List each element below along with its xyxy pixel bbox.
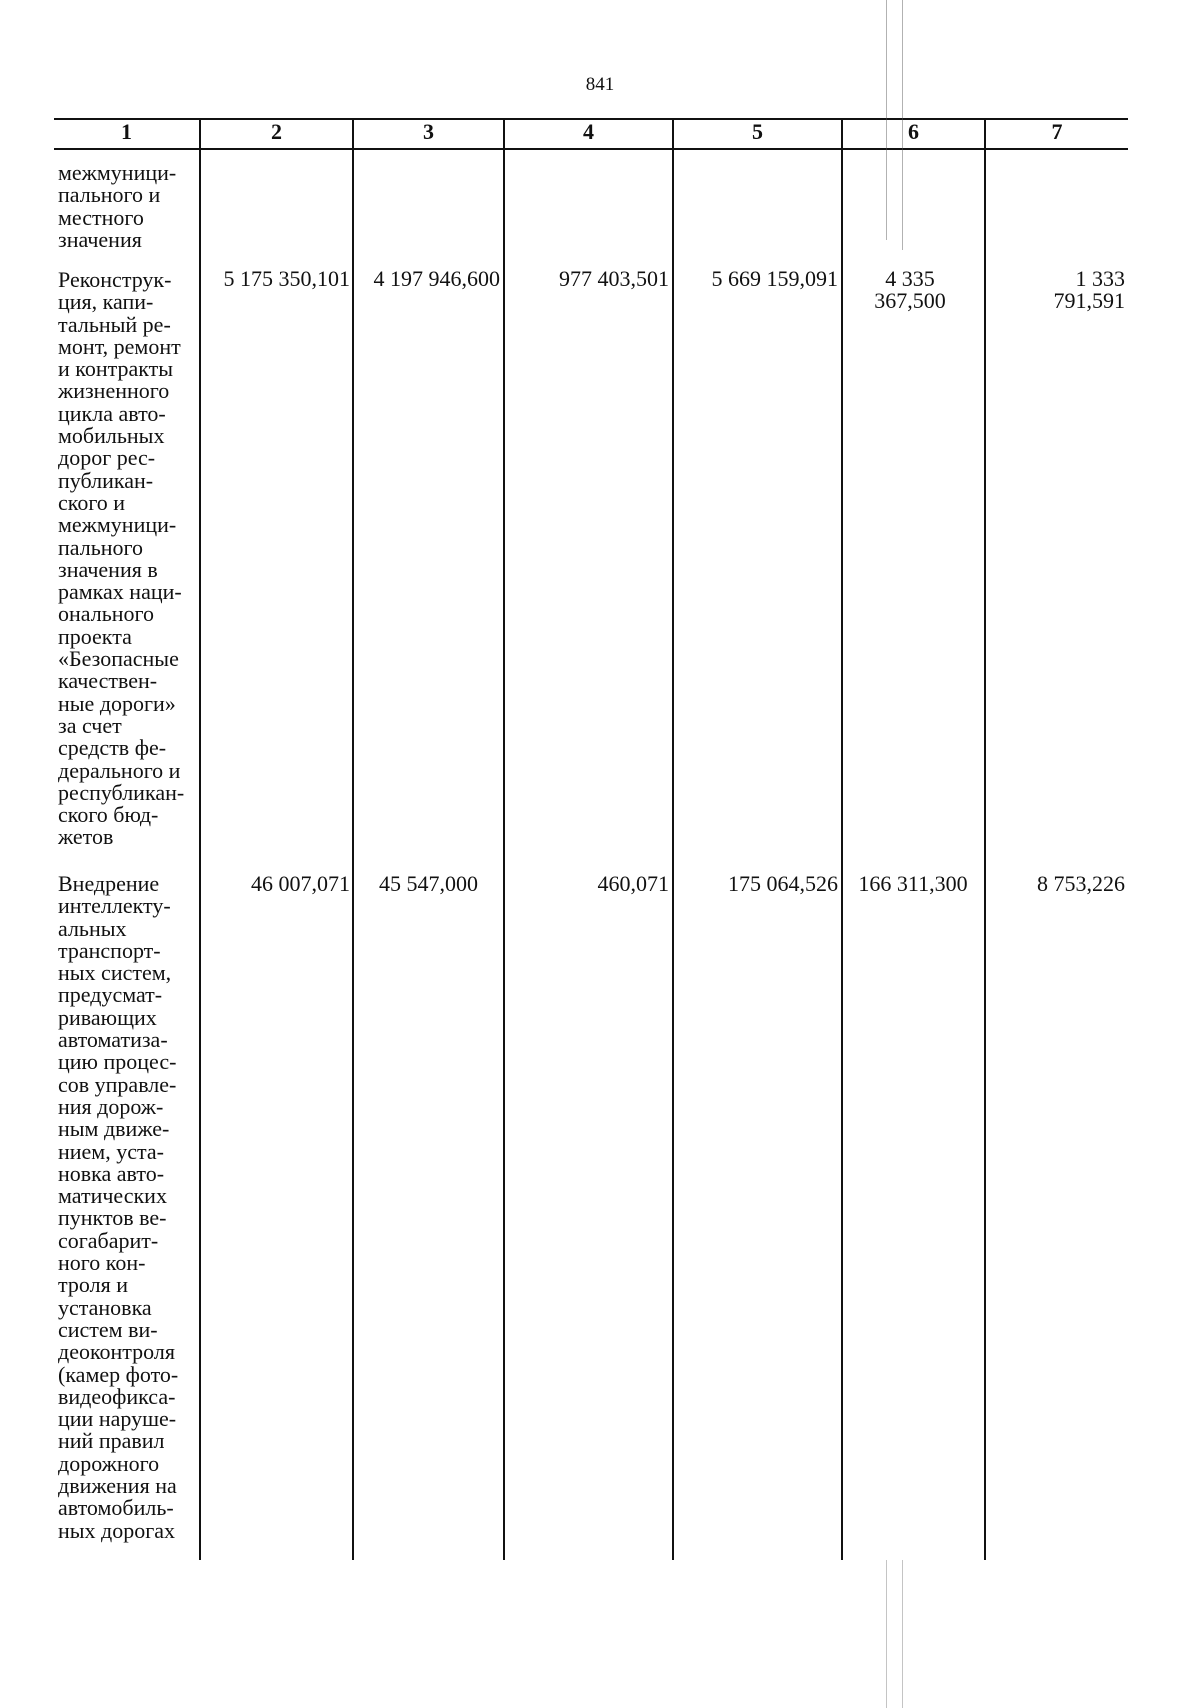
column-header-2: 2 [271, 119, 282, 144]
column-separator-5-6 [841, 120, 843, 1560]
table-row-3-col5: 175 064,526 [728, 871, 838, 896]
table-row-2-col3: 4 197 946,600 [373, 266, 500, 291]
table-row-2-col6: 4 335 367,500 [874, 266, 946, 313]
scan-artifact-line [886, 0, 887, 240]
scan-artifact-line [886, 1560, 887, 1708]
table-row-3-col7: 8 753,226 [1037, 871, 1125, 896]
scan-artifact-line [902, 1560, 903, 1708]
column-header-4: 4 [583, 119, 594, 144]
column-separator-4-5 [672, 120, 674, 1560]
table-row-2-description: Реконструк- ция, капи- тальный ре- монт, ремонт и контракты жизненного цикла авто- мобильных дорог рес- публикан- ского и межмуници- пального значения в рамках наци- онального проекта «Безопасные качествен- ные дороги» за счет средств фе- дерального и республикан- ского бюд- жетов [58, 267, 185, 850]
column-separator-2-3 [352, 120, 354, 1560]
table-row-1-description: межмуници- пального и местного значения [58, 160, 177, 252]
table-row-2-col4: 977 403,501 [559, 266, 669, 291]
table-row-2-col2: 5 175 350,101 [223, 266, 350, 291]
column-header-3: 3 [423, 119, 434, 144]
scan-artifact-line [902, 0, 903, 250]
table-header-bottom-border [54, 148, 1128, 150]
column-separator-6-7 [984, 120, 986, 1560]
table-row-3-col6: 166 311,300 [858, 871, 968, 896]
table-row-2-col7: 1 333 791,591 [1053, 266, 1125, 313]
column-header-5: 5 [752, 119, 763, 144]
table-row-3-col2: 46 007,071 [251, 871, 350, 896]
column-header-7: 7 [1051, 119, 1063, 144]
table-row-3-description: Внедрение интеллекту- альных транспорт- ных систем, предусмат- ривающих автоматиза- цию процес- сов управле- ния дорож- ным движе- нием, уста- новка авто- матических пунктов ве- согабарит- ного кон- троля и установка систем ви- деоконтроля (камер фото- видеофикса- ции наруше- ний правил дорожного движения на автомобиль- ных дорогах [58, 871, 179, 1543]
page-number: 841 [585, 74, 615, 95]
table-row-2-col5: 5 669 159,091 [711, 266, 838, 291]
column-header-1: 1 [121, 119, 132, 144]
table-row-3-col4: 460,071 [597, 871, 669, 896]
column-separator-3-4 [503, 120, 505, 1560]
column-header-6: 6 [908, 119, 919, 144]
table-row-3-col3: 45 547,000 [379, 871, 478, 896]
